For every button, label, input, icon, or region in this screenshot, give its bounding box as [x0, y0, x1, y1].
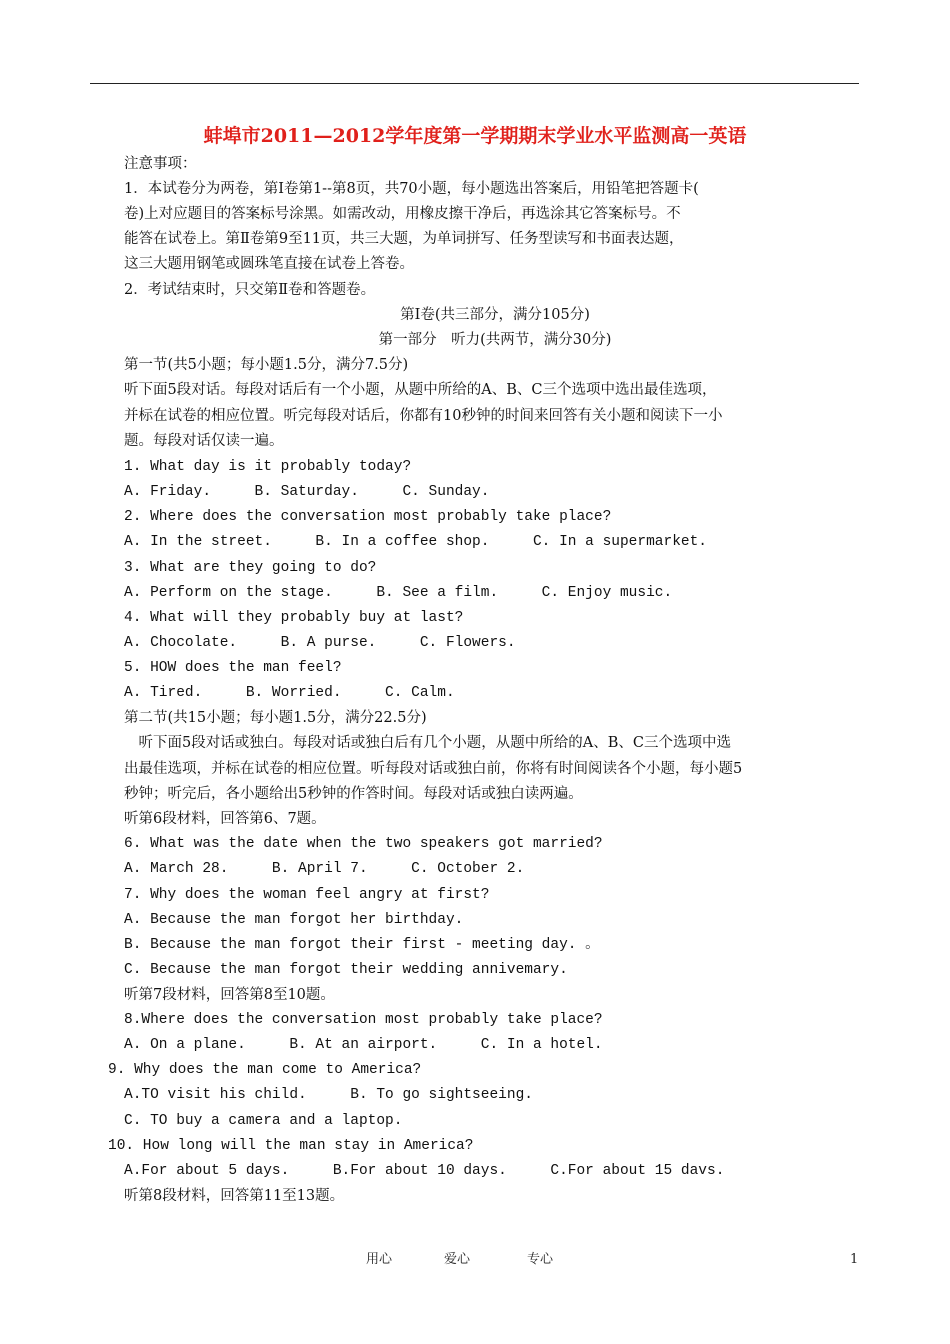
notice-item-1-line-4: 这三大题用钢笔或圆珠笔直接在试卷上答卷。	[124, 256, 414, 272]
notice-item-1-line-2: 卷)上对应题目的答案标号涂黑。如需改动，用橡皮擦干净后，再选涂其它答案标号。不	[124, 206, 681, 222]
question-3-options: A. Perform on the stage. B. See a film. C. Enjoy music.	[124, 585, 673, 601]
volume-heading: 第Ⅰ卷(共三部分，满分105分)	[400, 307, 590, 323]
question-4: 4. What will they probably buy at last?	[124, 610, 464, 626]
question-7: 7. Why does the woman feel angry at first?	[124, 887, 490, 903]
footer-motto-3: 专心	[527, 1252, 554, 1267]
question-5-options: A. Tired. B. Worried. C. Calm.	[124, 685, 455, 701]
footer-motto-2: 爱心	[444, 1252, 471, 1267]
question-7-option-c: C. Because the man forgot their wedding annivemary.	[124, 962, 568, 978]
section-2-instructions-line-2: 出最佳选项，并标在试卷的相应位置。听每段对话或独白前，你将有时间阅读各个小题，每小题5	[124, 761, 743, 777]
question-10: 10. How long will the man stay in America?	[108, 1138, 474, 1154]
question-3: 3. What are they going to do?	[124, 560, 377, 576]
notice-item-1-line-3: 能答在试卷上。第Ⅱ卷第9至11页，共三大题，为单词拼写、任务型读写和书面表达题，	[124, 231, 684, 247]
notice-heading: 注意事项：	[124, 156, 197, 172]
question-9: 9. Why does the man come to America?	[108, 1062, 422, 1078]
question-9-options-line-1: A.TO visit his child. B. To go sightseeing.	[124, 1087, 533, 1103]
section-2-instructions-line-3: 秒钟；听完后，各小题给出5秒钟的作答时间。每段对话或独白读两遍。	[124, 786, 583, 802]
question-8-options: A. On a plane. B. At an airport. C. In a hotel.	[124, 1037, 603, 1053]
section-2-heading: 第二节(共15小题；每小题1.5分，满分22.5分)	[124, 710, 427, 726]
question-6-options: A. March 28. B. April 7. C. October 2.	[124, 861, 525, 877]
question-2: 2. Where does the conversation most probably take place?	[124, 509, 612, 525]
question-9-options-line-2: C. TO buy a camera and a laptop.	[124, 1113, 403, 1129]
document-title: 蚌埠市2011—2012学年度第一学期期末学业水平监测高一英语	[203, 125, 747, 147]
question-2-options: A. In the street. B. In a coffee shop. C. In a supermarket.	[124, 534, 707, 550]
page-number: 1	[850, 1252, 859, 1267]
section-1-instructions-line-1: 听下面5段对话。每段对话后有一个小题，从题中所给的A、B、C三个选项中选出最佳选项，	[124, 382, 717, 398]
header-rule	[90, 83, 859, 84]
section-1-instructions-line-3: 题。每段对话仅读一遍。	[124, 433, 284, 449]
question-7-option-a: A. Because the man forgot her birthday.	[124, 912, 464, 928]
question-6: 6. What was the date when the two speakers got married?	[124, 836, 603, 852]
question-10-options: A.For about 5 days. B.For about 10 days. C.For about 15 davs.	[124, 1163, 725, 1179]
question-1: 1. What day is it probably today?	[124, 459, 412, 475]
question-5: 5. HOW does the man feel?	[124, 660, 342, 676]
part-heading: 第一部分 听力(共两节，满分30分)	[378, 332, 612, 348]
section-1-heading: 第一节(共5小题；每小题1.5分，满分7.5分)	[124, 357, 409, 373]
question-4-options: A. Chocolate. B. A purse. C. Flowers.	[124, 635, 516, 651]
notice-item-1-line-1: 1．本试卷分为两卷，第Ⅰ卷第1--第8页，共70小题，每小题选出答案后，用铅笔把答题卡(	[124, 181, 699, 197]
section-1-instructions-line-2: 并标在试卷的相应位置。听完每段对话后，你都有10秒钟的时间来回答有关小题和阅读下一小	[124, 408, 723, 424]
footer-motto-1: 用心	[366, 1252, 393, 1267]
notice-item-2: 2．考试结束时，只交第Ⅱ卷和答题卷。	[124, 282, 376, 298]
material-6-heading: 听第6段材料，回答第6、7题。	[124, 811, 326, 827]
material-8-heading: 听第8段材料，回答第11至13题。	[124, 1188, 345, 1204]
question-7-option-b: B. Because the man forgot their first - meeting day. 。	[124, 937, 600, 953]
question-1-options: A. Friday. B. Saturday. C. Sunday.	[124, 484, 490, 500]
material-7-heading: 听第7段材料，回答第8至10题。	[124, 987, 335, 1003]
question-8: 8.Where does the conversation most probably take place?	[124, 1012, 603, 1028]
section-2-instructions-line-1: 听下面5段对话或独白。每段对话或独白后有几个小题，从题中所给的A、B、C三个选项中选	[124, 735, 731, 751]
